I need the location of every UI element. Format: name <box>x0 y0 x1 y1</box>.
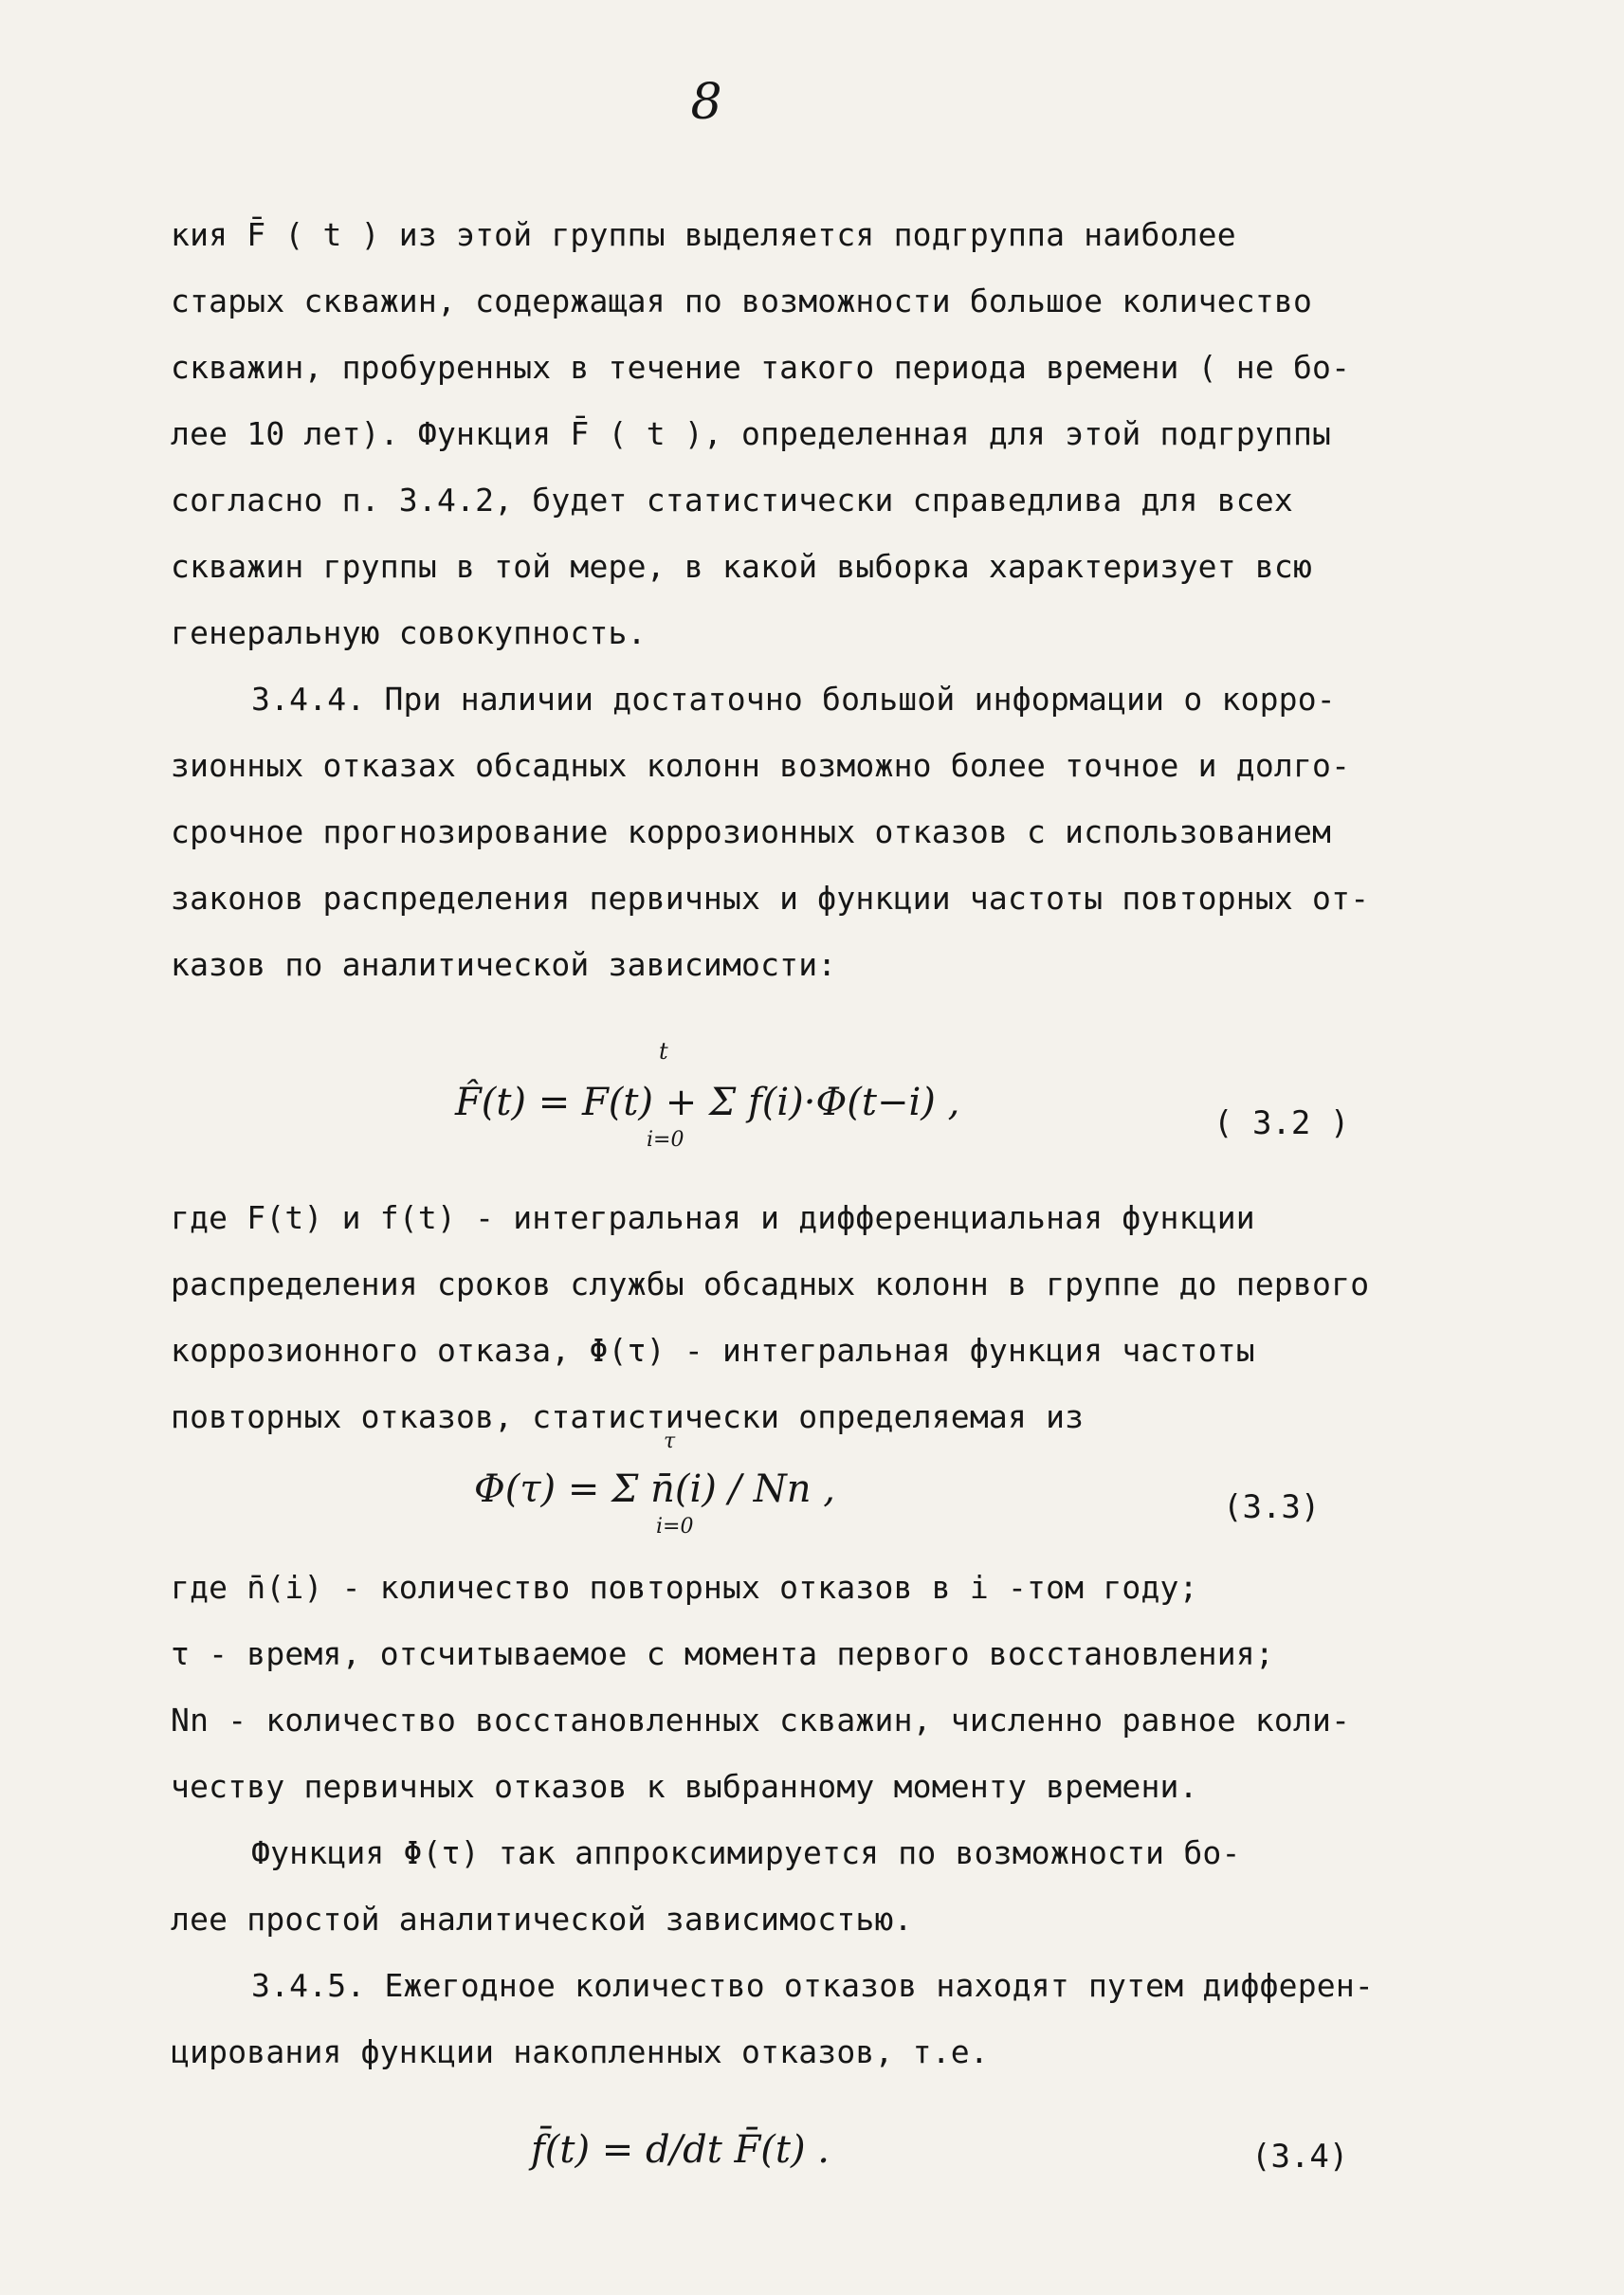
text-line: где n̄(i) - количество повторных отказов в i -том году; <box>171 1569 1198 1606</box>
text-line: τ - время, отсчитываемое с момента первого восстановления; <box>171 1635 1274 1672</box>
text-line: 3.4.4. При наличии достаточно большой информации о корро- <box>251 681 1336 718</box>
equation-3-2: F̂(t) = F(t) + Σ f(i)·Φ(t−i) , <box>455 1081 960 1124</box>
page-number: 8 <box>690 74 722 131</box>
equation-number: (3.3) <box>1223 1488 1321 1526</box>
text-line: повторных отказов, статистически определяемая из <box>171 1398 1085 1435</box>
text-line: законов распределения первичных и функции частоты повторных от- <box>171 880 1370 917</box>
text-line: генеральную совокупность. <box>171 614 647 651</box>
text-line: кия F̄ ( t ) из этой группы выделяется подгруппа наиболее <box>171 216 1236 253</box>
text-line: Nn - количество восстановленных скважин, численно равное коли- <box>171 1702 1351 1739</box>
equation-3-3: Φ(τ) = Σ n̄(i) / Nn , <box>474 1467 835 1511</box>
equation-number: (3.4) <box>1251 2138 1349 2176</box>
text-line: честву первичных отказов к выбранному моменту времени. <box>171 1768 1198 1805</box>
text-line: казов по аналитической зависимости: <box>171 946 837 983</box>
equation-number: ( 3.2 ) <box>1213 1104 1350 1142</box>
text-line: зионных отказах обсадных колонн возможно более точное и долго- <box>171 747 1351 784</box>
text-line: скважин, пробуренных в течение такого периода времени ( не бо- <box>171 349 1351 386</box>
text-line: лее простой аналитической зависимостью. <box>171 1901 913 1938</box>
text-line: согласно п. 3.4.2, будет статистически справедлива для всех <box>171 482 1293 519</box>
text-line: срочное прогнозирование коррозионных отказов с использованием <box>171 813 1332 850</box>
text-line: 3.4.5. Ежегодное количество отказов находят путем дифферен- <box>251 1967 1374 2004</box>
sum-lower-limit: i=0 <box>656 1515 694 1539</box>
text-line: лее 10 лет). Функция F̄ ( t ), определенная для этой подгруппы <box>171 415 1332 452</box>
sum-upper-limit: τ <box>664 1430 676 1453</box>
text-line: Функция Φ(τ) так аппроксимируется по возможности бо- <box>251 1834 1241 1871</box>
text-line: скважин группы в той мере, в какой выборка характеризует всю <box>171 548 1313 585</box>
text-line: цирования функции накопленных отказов, т.е. <box>171 2033 989 2070</box>
equation-3-4: f̄(t) = d/dt F̄(t) . <box>531 2128 830 2172</box>
sum-lower-limit: i=0 <box>647 1128 684 1152</box>
text-line: распределения сроков службы обсадных колонн в группе до первого <box>171 1266 1370 1302</box>
text-line: где F(t) и f(t) - интегральная и дифференциальная функции <box>171 1199 1255 1236</box>
text-line: старых скважин, содержащая по возможности большое количество <box>171 282 1313 319</box>
sum-upper-limit: t <box>659 1038 668 1065</box>
text-line: коррозионного отказа, Φ(τ) - интегральная функция частоты <box>171 1332 1255 1369</box>
